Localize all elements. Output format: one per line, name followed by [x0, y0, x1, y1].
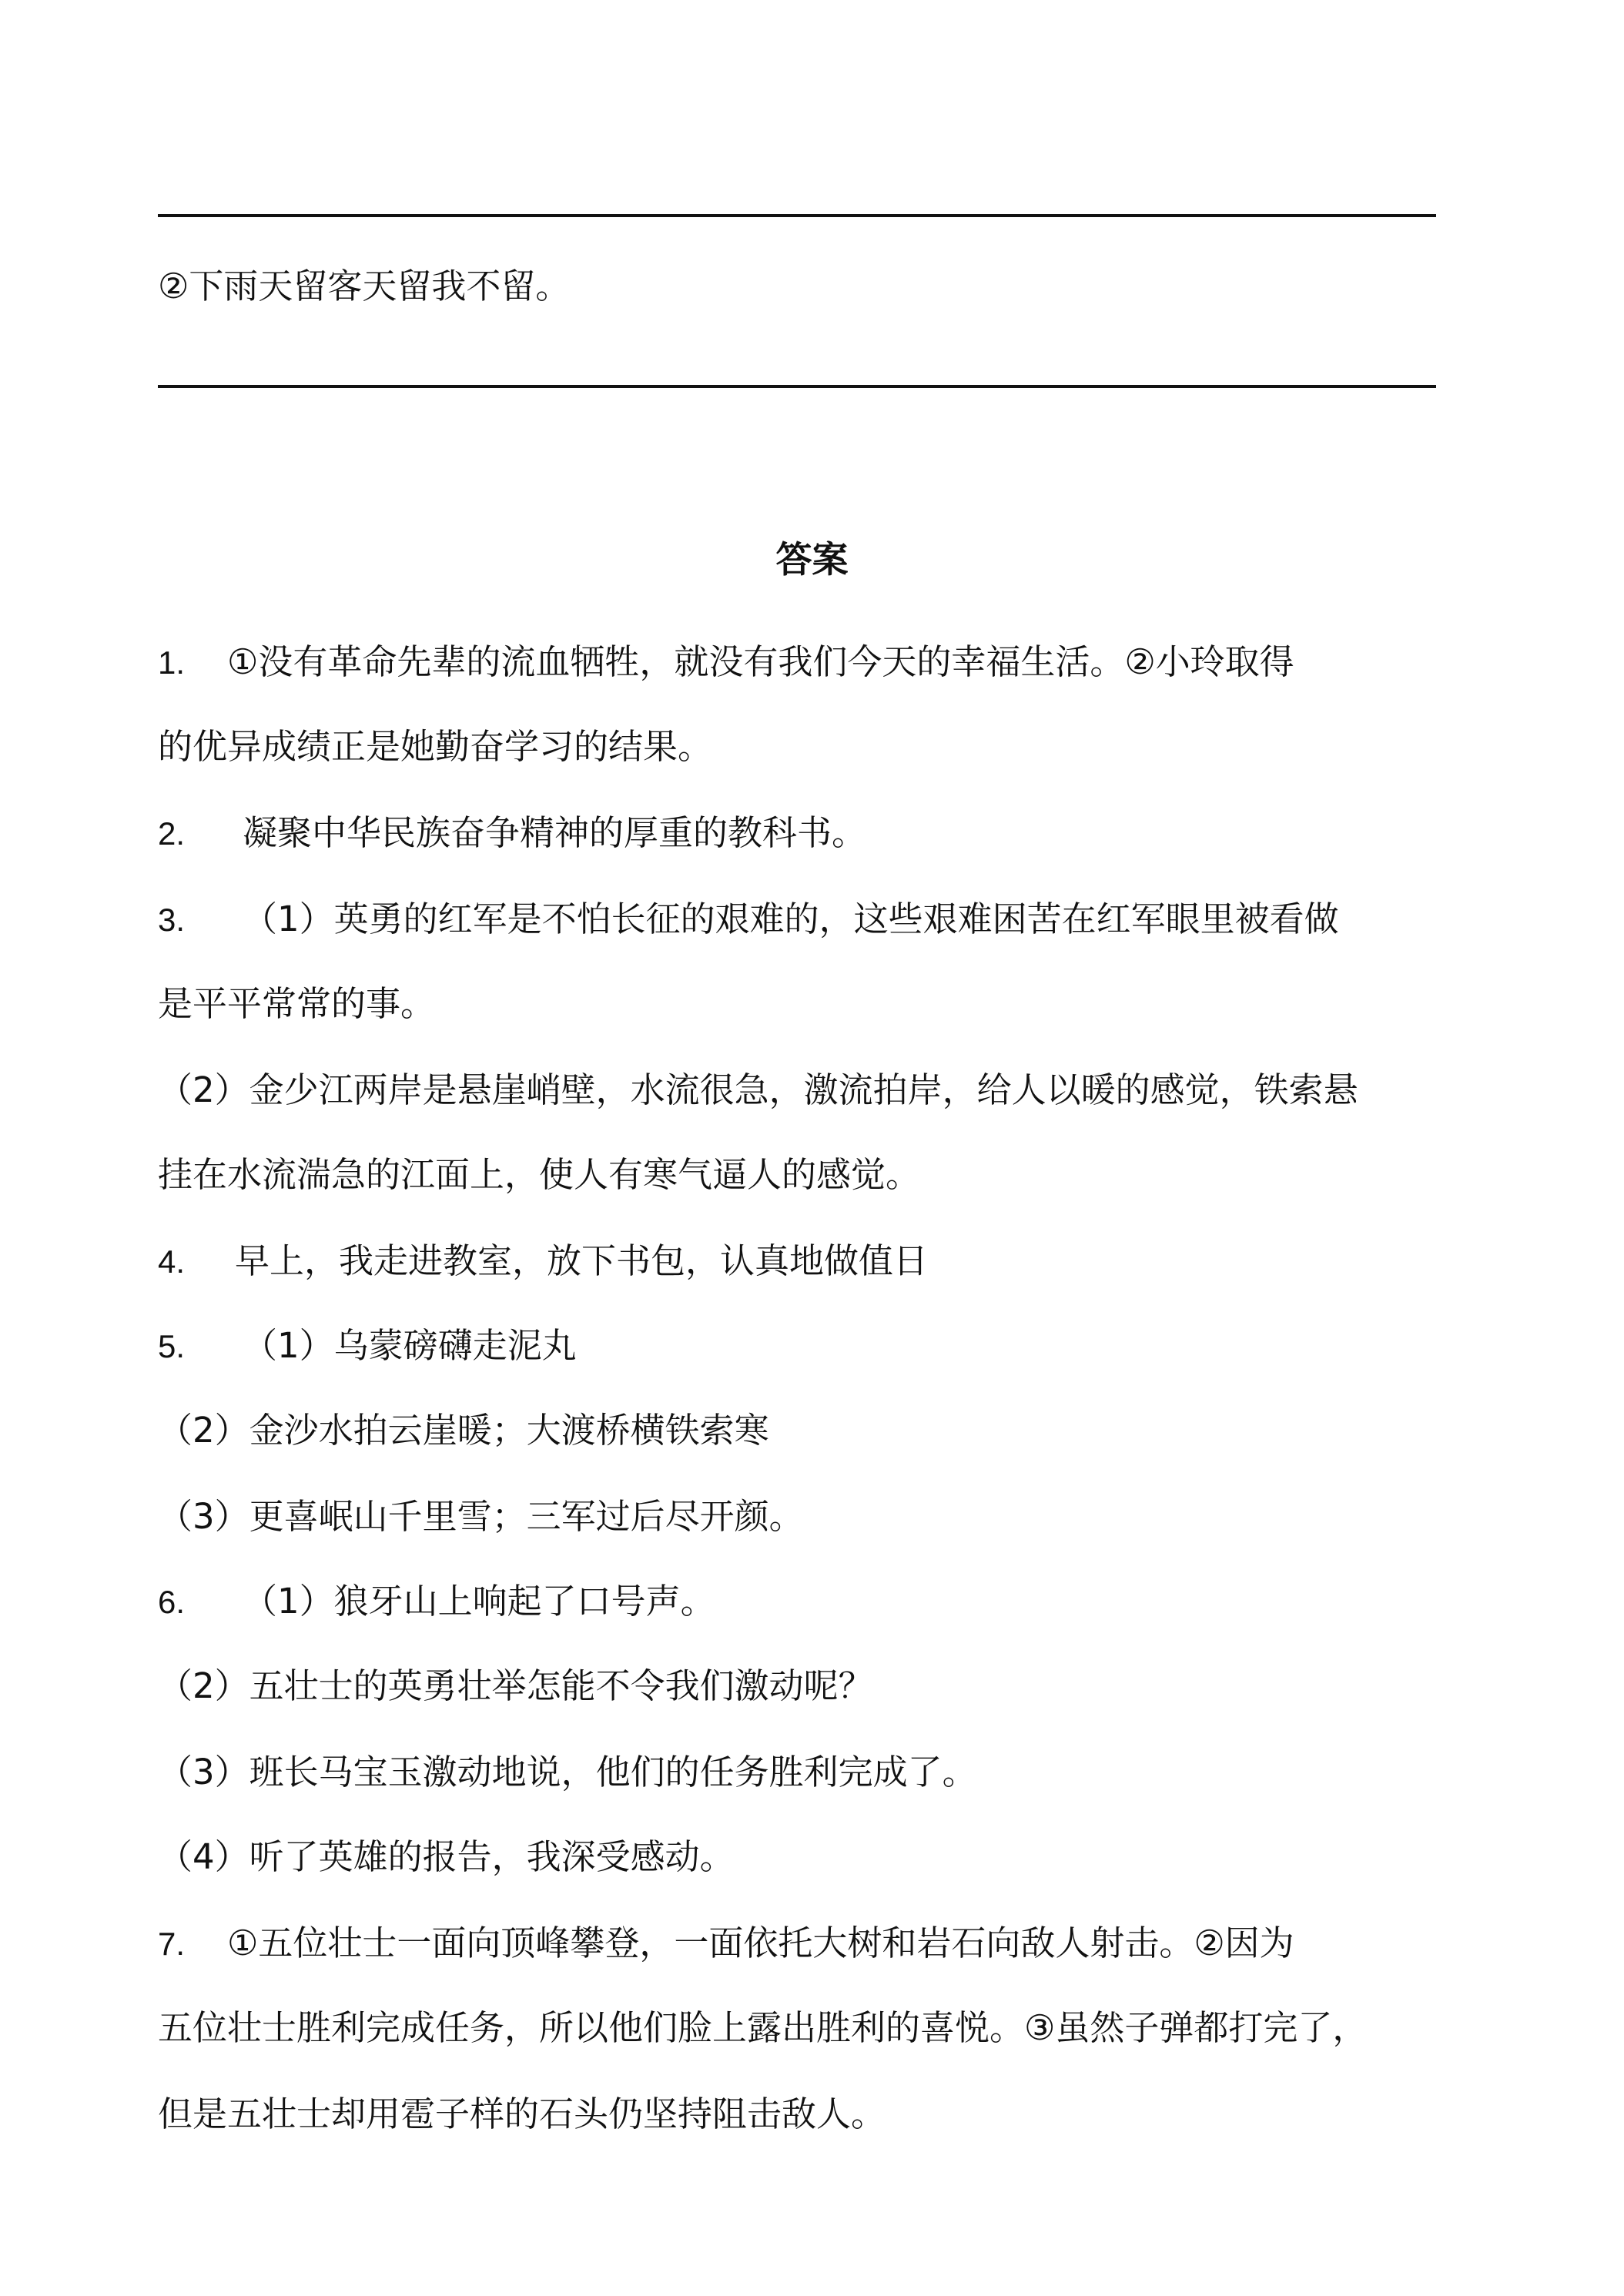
answer-3-line-1 — [158, 896, 1482, 942]
answer-5-line-1 — [158, 1323, 1482, 1369]
answer-7-text-1: ①五位壮士一面向顶峰攀登，一面依托大树和岩石向敌人射击。②因为 — [227, 1923, 1294, 1963]
answer-7-line-3: 但是五壮士却用雹子样的石头仍坚持阻击敌人。 — [158, 2094, 886, 2134]
answer-3-line-3: （2）金少江两岸是悬崖峭壁，水流很急，激流拍岸，给人以暖的感觉，铁索悬 — [158, 1069, 1358, 1110]
answer-1-line-2: 的优异成绩正是她勤奋学习的结果。 — [158, 726, 713, 767]
answer-blank-line-2 — [158, 385, 1436, 388]
answer-6-text-1: （1）狼牙山上响起了口号声。 — [243, 1581, 715, 1622]
answer-1-text-1: ①没有革命先辈的流血牺牲，就没有我们今天的幸福生活。②小玲取得 — [227, 641, 1294, 682]
answer-4-line-1 — [158, 1238, 1482, 1284]
answer-5-line-2: （2）金沙水拍云崖暖；大渡桥横铁索寒 — [158, 1410, 769, 1451]
answer-1-number: 1. — [158, 644, 186, 681]
answer-4-text-1: 早上，我走进教室，放下书包，认真地做值日 — [235, 1240, 929, 1281]
answer-6-number: 6. — [158, 1584, 186, 1620]
answer-5-text-1: （1）乌蒙磅礴走泥丸 — [243, 1325, 577, 1366]
answer-2-text-1: 凝聚中华民族奋争精神的厚重的教科书。 — [243, 812, 867, 853]
answer-5-number: 5. — [158, 1328, 186, 1364]
answer-2-number: 2. — [158, 815, 186, 852]
answer-7-line-2: 五位壮士胜利完成任务，所以他们脸上露出胜利的喜悦。③虽然子弹都打完了， — [158, 2007, 1368, 2048]
answer-7-number: 7. — [158, 1926, 186, 1962]
answer-6-line-2: （2）五壮士的英勇壮举怎能不令我们激动呢？ — [158, 1665, 873, 1706]
answer-4-number: 4. — [158, 1243, 186, 1280]
answer-3-text-1: （1）英勇的红军是不怕长征的艰难的，这些艰难困苦在红军眼里被看做 — [243, 899, 1339, 939]
answer-3-number: 3. — [158, 902, 186, 938]
answers-title: 答案 — [775, 539, 849, 581]
answer-6-line-1 — [158, 1578, 1482, 1625]
question-2-text: ②下雨天留客天留我不留。 — [158, 266, 571, 306]
answer-blank-line-1 — [158, 214, 1436, 217]
answer-3-line-2: 是平平常常的事。 — [158, 983, 436, 1024]
answer-5-line-3: （3）更喜岷山千里雪；三军过后尽开颜。 — [158, 1496, 804, 1537]
answer-3-line-4: 挂在水流湍急的江面上，使人有寒气逼人的感觉。 — [158, 1154, 921, 1195]
answer-2-line-1 — [158, 810, 1482, 856]
answer-6-line-3: （3）班长马宝玉激动地说，他们的任务胜利完成了。 — [158, 1752, 977, 1792]
answer-1-line-1 — [158, 639, 1482, 685]
answer-7-line-1 — [158, 1920, 1482, 1966]
answer-6-line-4: （4）听了英雄的报告，我深受感动。 — [158, 1836, 735, 1877]
